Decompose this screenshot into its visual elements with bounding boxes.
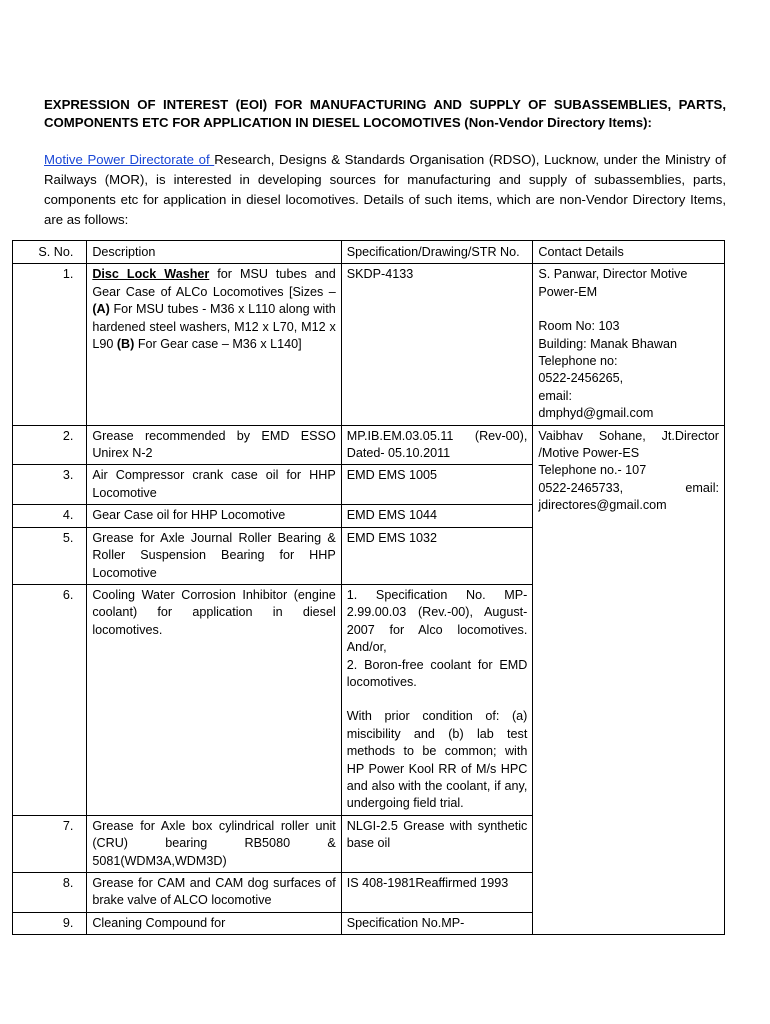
row-sno: 3. xyxy=(13,465,87,505)
contact-tel: Telephone no.- 107 xyxy=(538,463,647,478)
directorate-link[interactable]: Motive Power Directorate of xyxy=(44,152,215,167)
row-description: Air Compressor crank case oil for HHP Locomotive xyxy=(87,465,341,505)
contact-name: S. Panwar, Director Motive Power-EM xyxy=(538,267,688,299)
desc-text: for MSU tubes and Gear Case of ALCo Locomotives [Sizes – xyxy=(92,267,336,299)
contact-tel: 0522-2456265, xyxy=(538,371,624,386)
document-heading: EXPRESSION OF INTEREST (EOI) FOR MANUFACTURING AND SUPPLY OF SUBASSEMBLIES, PARTS, COMPONENTS ETC FOR APPLICATION IN DIESEL LOCOMOTIVES (Non-Vendor Directory Items): xyxy=(44,97,726,130)
item-title: Disc Lock Washer xyxy=(92,267,210,282)
desc-line xyxy=(92,915,335,932)
contact-tel: 0522-2465733, xyxy=(538,480,624,495)
row-description: Cooling Water Corrosion Inhibitor (engine coolant) for application in diesel locomotives. xyxy=(87,584,341,815)
row-specification: EMD EMS 1005 xyxy=(341,465,533,505)
table-row xyxy=(13,425,725,465)
row-specification: EMD EMS 1044 xyxy=(341,505,533,527)
spec-part-2: 2. Boron-free coolant for EMD locomotives. xyxy=(346,657,528,689)
row-specification: MP.IB.EM.03.05.11 (Rev-00), Dated- 05.10.2011 xyxy=(341,425,533,465)
row-sno: 5. xyxy=(13,527,87,584)
row-description: Grease for CAM and CAM dog surfaces of brake valve of ALCO locomotive xyxy=(87,873,341,913)
desc-text: Cleaning Compound for xyxy=(92,915,226,930)
header-sno: S. No. xyxy=(13,241,87,264)
row-specification: EMD EMS 1032 xyxy=(341,527,533,584)
contact-tel-label: Telephone no: xyxy=(538,354,618,369)
row-description xyxy=(87,912,341,934)
desc-text: For Gear case – M36 x L140] xyxy=(134,337,302,352)
contact-email[interactable]: jdirectores@gmail.com xyxy=(538,498,667,513)
intro-paragraph xyxy=(44,150,726,230)
table-row xyxy=(13,264,725,425)
row-specification: IS 408-1981Reaffirmed 1993 xyxy=(341,873,533,913)
row-specification: SKDP-4133 xyxy=(341,264,533,425)
row-sno: 8. xyxy=(13,873,87,913)
items-table xyxy=(12,240,725,935)
contact-email[interactable]: dmphyd@gmail.com xyxy=(538,406,654,421)
contact-cell-1 xyxy=(533,264,725,425)
row-description: Gear Case oil for HHP Locomotive xyxy=(87,505,341,527)
row-sno: 4. xyxy=(13,505,87,527)
contact-email-label: email: xyxy=(538,388,572,403)
header-specification: Specification/Drawing/STR No. xyxy=(341,241,533,264)
spec-part-1: 1. Specification No. MP-2.99.00.03 (Rev.-00), August-2007 for Alco locomotives. And/or, xyxy=(346,587,528,655)
row-sno: 1. xyxy=(13,264,87,425)
row-sno: 7. xyxy=(13,815,87,872)
row-description xyxy=(87,264,341,425)
contact-building: Building: Manak Bhawan xyxy=(538,336,677,351)
spec-part-3: With prior condition of: (a) miscibility and (b) lab test methods to be common; with HP Power Kool RR of M/s HPC and also with the coolant, if any, undergoing field trial. xyxy=(346,709,528,811)
contact-room: Room No: 103 xyxy=(538,319,620,334)
row-description: Grease for Axle Journal Roller Bearing & Roller Suspension Bearing for HHP Locomotive xyxy=(87,527,341,584)
row-specification xyxy=(341,584,533,815)
desc-label-a: (A) xyxy=(92,302,110,317)
row-sno: 6. xyxy=(13,584,87,815)
row-sno: 2. xyxy=(13,425,87,465)
desc-text: For MSU tubes - M36 x L110 along with hardened steel washers, M12 x L70, M12 x L90 xyxy=(92,302,336,352)
intro-body: Research, Designs & Standards Organisation (RDSO), Lucknow, under the Ministry of Railways (MOR), is interested in developing sources for manufacturing and supply of subassemblies, parts, components etc for application in diesel locomotives. Details of such items, which are non-Vendor Directory Items, are as follows: xyxy=(44,152,726,227)
header-contact: Contact Details xyxy=(533,241,725,264)
contact-line xyxy=(538,480,719,497)
row-description: Grease recommended by EMD ESSO Unirex N-2 xyxy=(87,425,341,465)
table-header-row xyxy=(13,241,725,264)
contact-email-label: email: xyxy=(685,480,719,495)
row-sno: 9. xyxy=(13,912,87,934)
row-description: Grease for Axle box cylindrical roller unit (CRU) bearing RB5080 & 5081(WDM3A,WDM3D) xyxy=(87,815,341,872)
row-specification: Specification No.MP- xyxy=(341,912,533,934)
contact-cell-2 xyxy=(533,425,725,935)
row-specification: NLGI-2.5 Grease with synthetic base oil xyxy=(341,815,533,872)
header-description: Description xyxy=(87,241,341,264)
contact-name: Vaibhav Sohane, Jt.Director /Motive Power-ES xyxy=(538,428,719,461)
desc-label-b: (B) xyxy=(116,337,135,352)
